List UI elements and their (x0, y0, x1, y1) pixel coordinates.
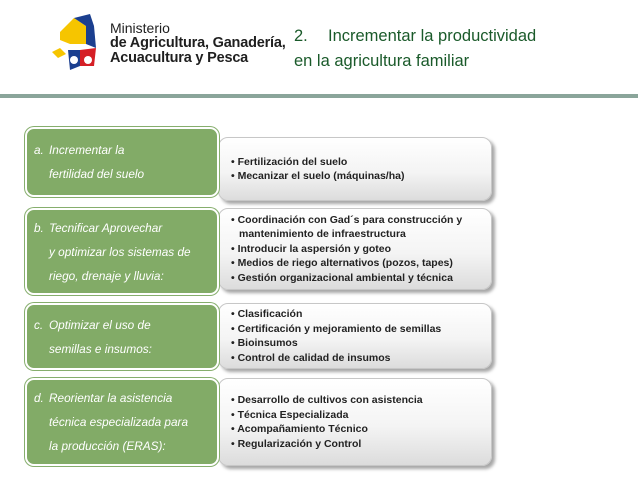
slide-title (294, 24, 536, 74)
section-c-prefix: c. (34, 317, 44, 332)
section-a-item-1: • Fertilización del suelo (231, 155, 348, 168)
section-c-item-1: • Clasificación (231, 308, 303, 320)
section-c-item-4: • Control de calidad de insumos (231, 351, 391, 364)
section-a-label-2: fertilidad del suelo (49, 167, 145, 181)
section-a-prefix: a. (34, 143, 44, 157)
section-c-item-3: • Bioinsumos (231, 337, 298, 349)
section-b-label-2: y optimizar los sistemas de (49, 244, 191, 259)
section-d-label-1: Reorientar la asistencia (49, 391, 173, 405)
section-c-label-1: Optimizar el uso de (49, 317, 151, 332)
slide-title-line-2: en la agricultura familiar (294, 52, 470, 70)
section-b-category (25, 208, 219, 295)
section-d-label-2: técnica especializada para (49, 415, 189, 429)
section-b-details (218, 208, 492, 290)
section-d-item-1: • Desarrollo de cultivos con asistencia (231, 394, 423, 406)
section-d-prefix: d. (34, 391, 44, 405)
section-b-label-1: Tecnificar Aprovechar (49, 220, 163, 235)
slide-title-line-1: Incrementar la productividad (328, 27, 537, 45)
section-d-item-4: • Regularización y Control (231, 437, 362, 450)
section-b-label-3: riego, drenaje y lluvia: (49, 268, 164, 283)
ministry-logo-icon (50, 14, 102, 74)
section-a-label-1: Incrementar la (49, 143, 125, 157)
section-c-category (25, 303, 219, 370)
ministry-line-3: Acuacultura y Pesca (110, 50, 249, 66)
section-b-prefix: b. (34, 220, 44, 235)
section-a-details (218, 137, 492, 201)
section-a-category (25, 127, 219, 197)
section-d-item-2: • Técnica Especializada (231, 408, 349, 421)
section-b-item-4: • Gestión organizacional ambiental y técnica (231, 271, 453, 284)
section-b-item-1: • Coordinación con Gad´s para construcción y mantenimiento de infraestructura (231, 213, 463, 241)
section-d-label-3: la producción (ERAS): (49, 439, 166, 453)
section-d-category (25, 378, 219, 466)
section-d-details (218, 378, 492, 466)
section-d-item-3: • Acompañamiento Técnico (231, 423, 368, 435)
section-b-item-2: • Introducir la aspersión y goteo (231, 242, 392, 255)
section-c-details (218, 303, 492, 369)
section-a-item-2: • Mecanizar el suelo (máquinas/ha) (231, 170, 405, 182)
ministry-line-2: de Agricultura, Ganadería, (110, 35, 286, 51)
section-b-item-3: • Medios de riego alternativos (pozos, tapes) (231, 257, 453, 270)
title-divider (0, 94, 638, 98)
slide-number: 2. (294, 27, 308, 45)
section-c-item-2: • Certificación y mejoramiento de semillas (231, 322, 442, 335)
ministry-line-1: Ministerio (110, 20, 170, 36)
ministry-name (110, 21, 286, 66)
section-c-label-2: semillas e insumos: (49, 341, 152, 356)
